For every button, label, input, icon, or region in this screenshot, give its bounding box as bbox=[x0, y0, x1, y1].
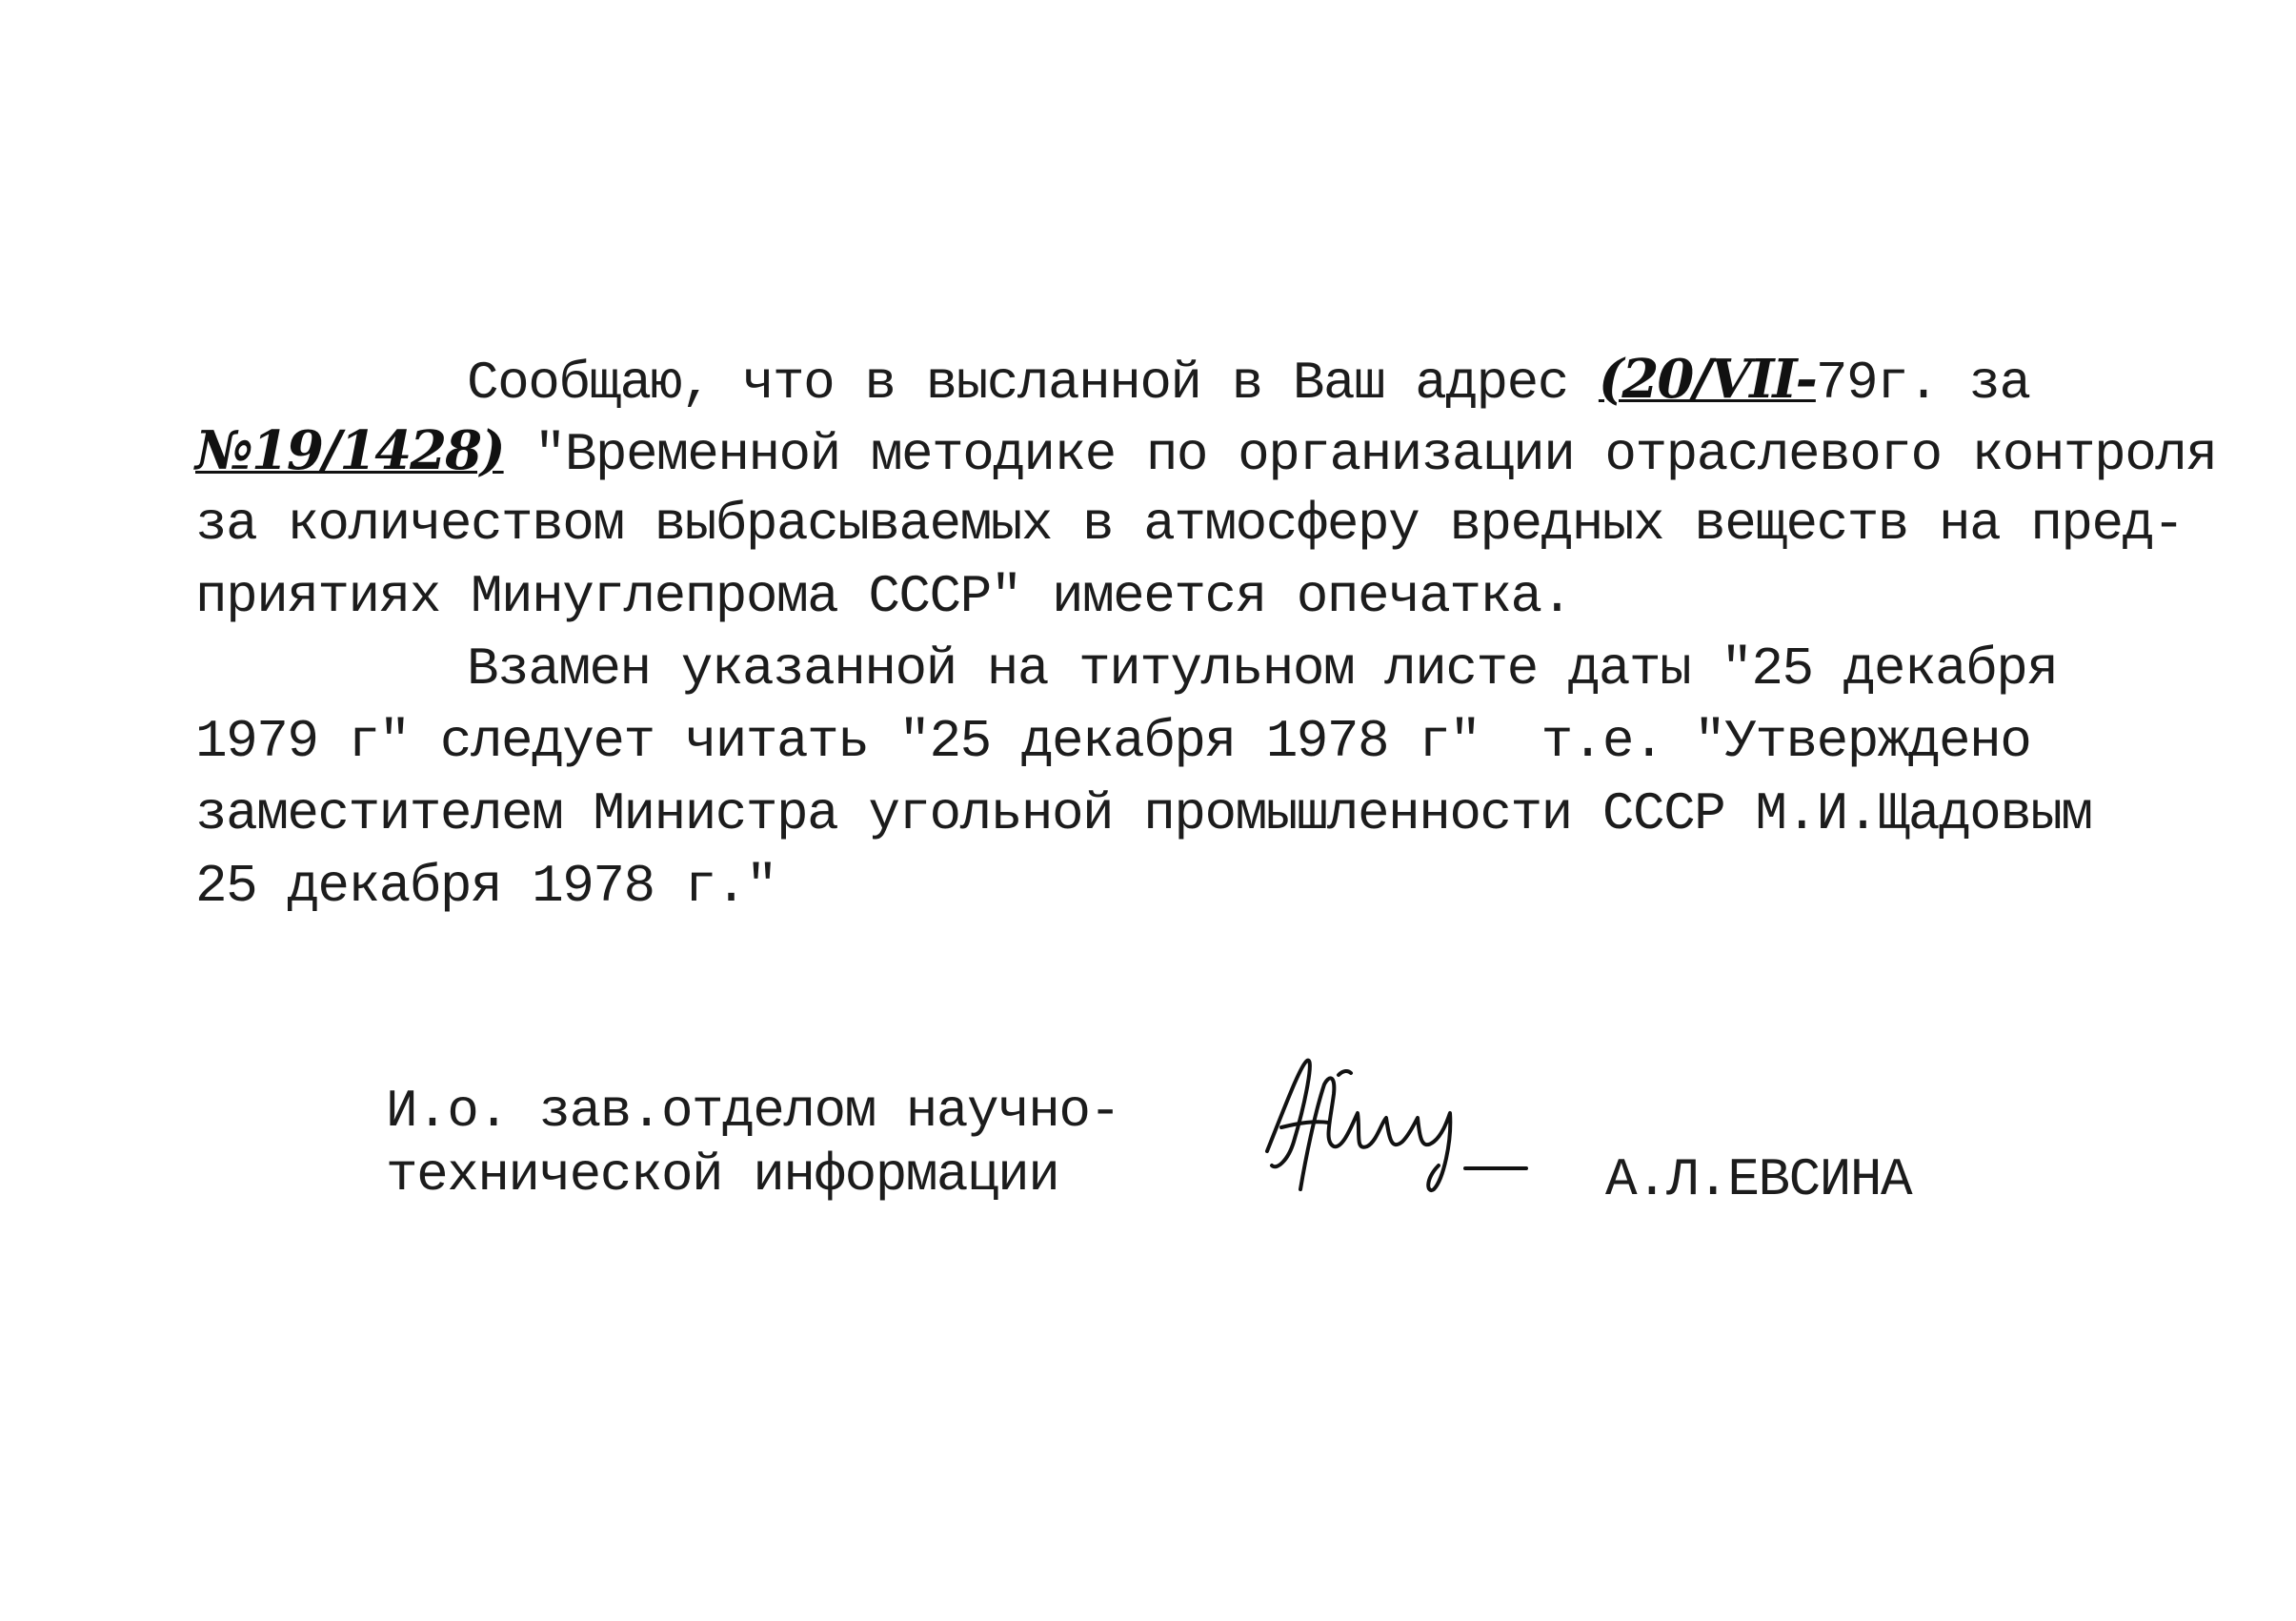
paragraph2-line4: 25 декабря 1978 г." bbox=[195, 856, 777, 917]
signer-position-line2: технической информации bbox=[386, 1145, 1059, 1206]
handwritten-date: (20/VII- bbox=[1598, 348, 1816, 411]
handwritten-signature bbox=[1248, 1046, 1534, 1208]
paragraph1-line1-text-b: 79г. за bbox=[1815, 353, 2030, 414]
paragraph1-line2-text: "Временной методике по организации отраслевого контроля bbox=[503, 424, 2217, 485]
paragraph1-line3: за количеством выбрасываемых в атмосферу вредных веществ на пред- bbox=[195, 494, 2184, 555]
paragraph2-line2: 1979 г" следует читать "25 декабря 1978 г" т.е. "Утверждено bbox=[195, 711, 2031, 772]
paragraph1-line1 bbox=[467, 348, 2030, 414]
paragraph2-line3: заместителем Министра угольной промышленности СССР М.И.Щадовым bbox=[195, 783, 2092, 844]
paragraph1-line1-text-a: Сообщаю, что в высланной в Ваш адрес bbox=[467, 353, 1599, 414]
signer-position-line1: И.о. зав.отделом научно- bbox=[386, 1081, 1120, 1142]
paragraph1-line2 bbox=[195, 419, 2217, 485]
paragraph2-line1: Взамен указанной на титульном листе даты "25 декабря bbox=[467, 638, 2058, 699]
signature-scribble-icon bbox=[1248, 1046, 1534, 1208]
handwritten-number: №19/1428) bbox=[195, 419, 504, 482]
signer-name: А.Л.ЕВСИНА bbox=[1605, 1149, 1912, 1210]
paragraph1-line4: приятиях Минуглепрома СССР" имеется опечатка. bbox=[195, 566, 1572, 627]
